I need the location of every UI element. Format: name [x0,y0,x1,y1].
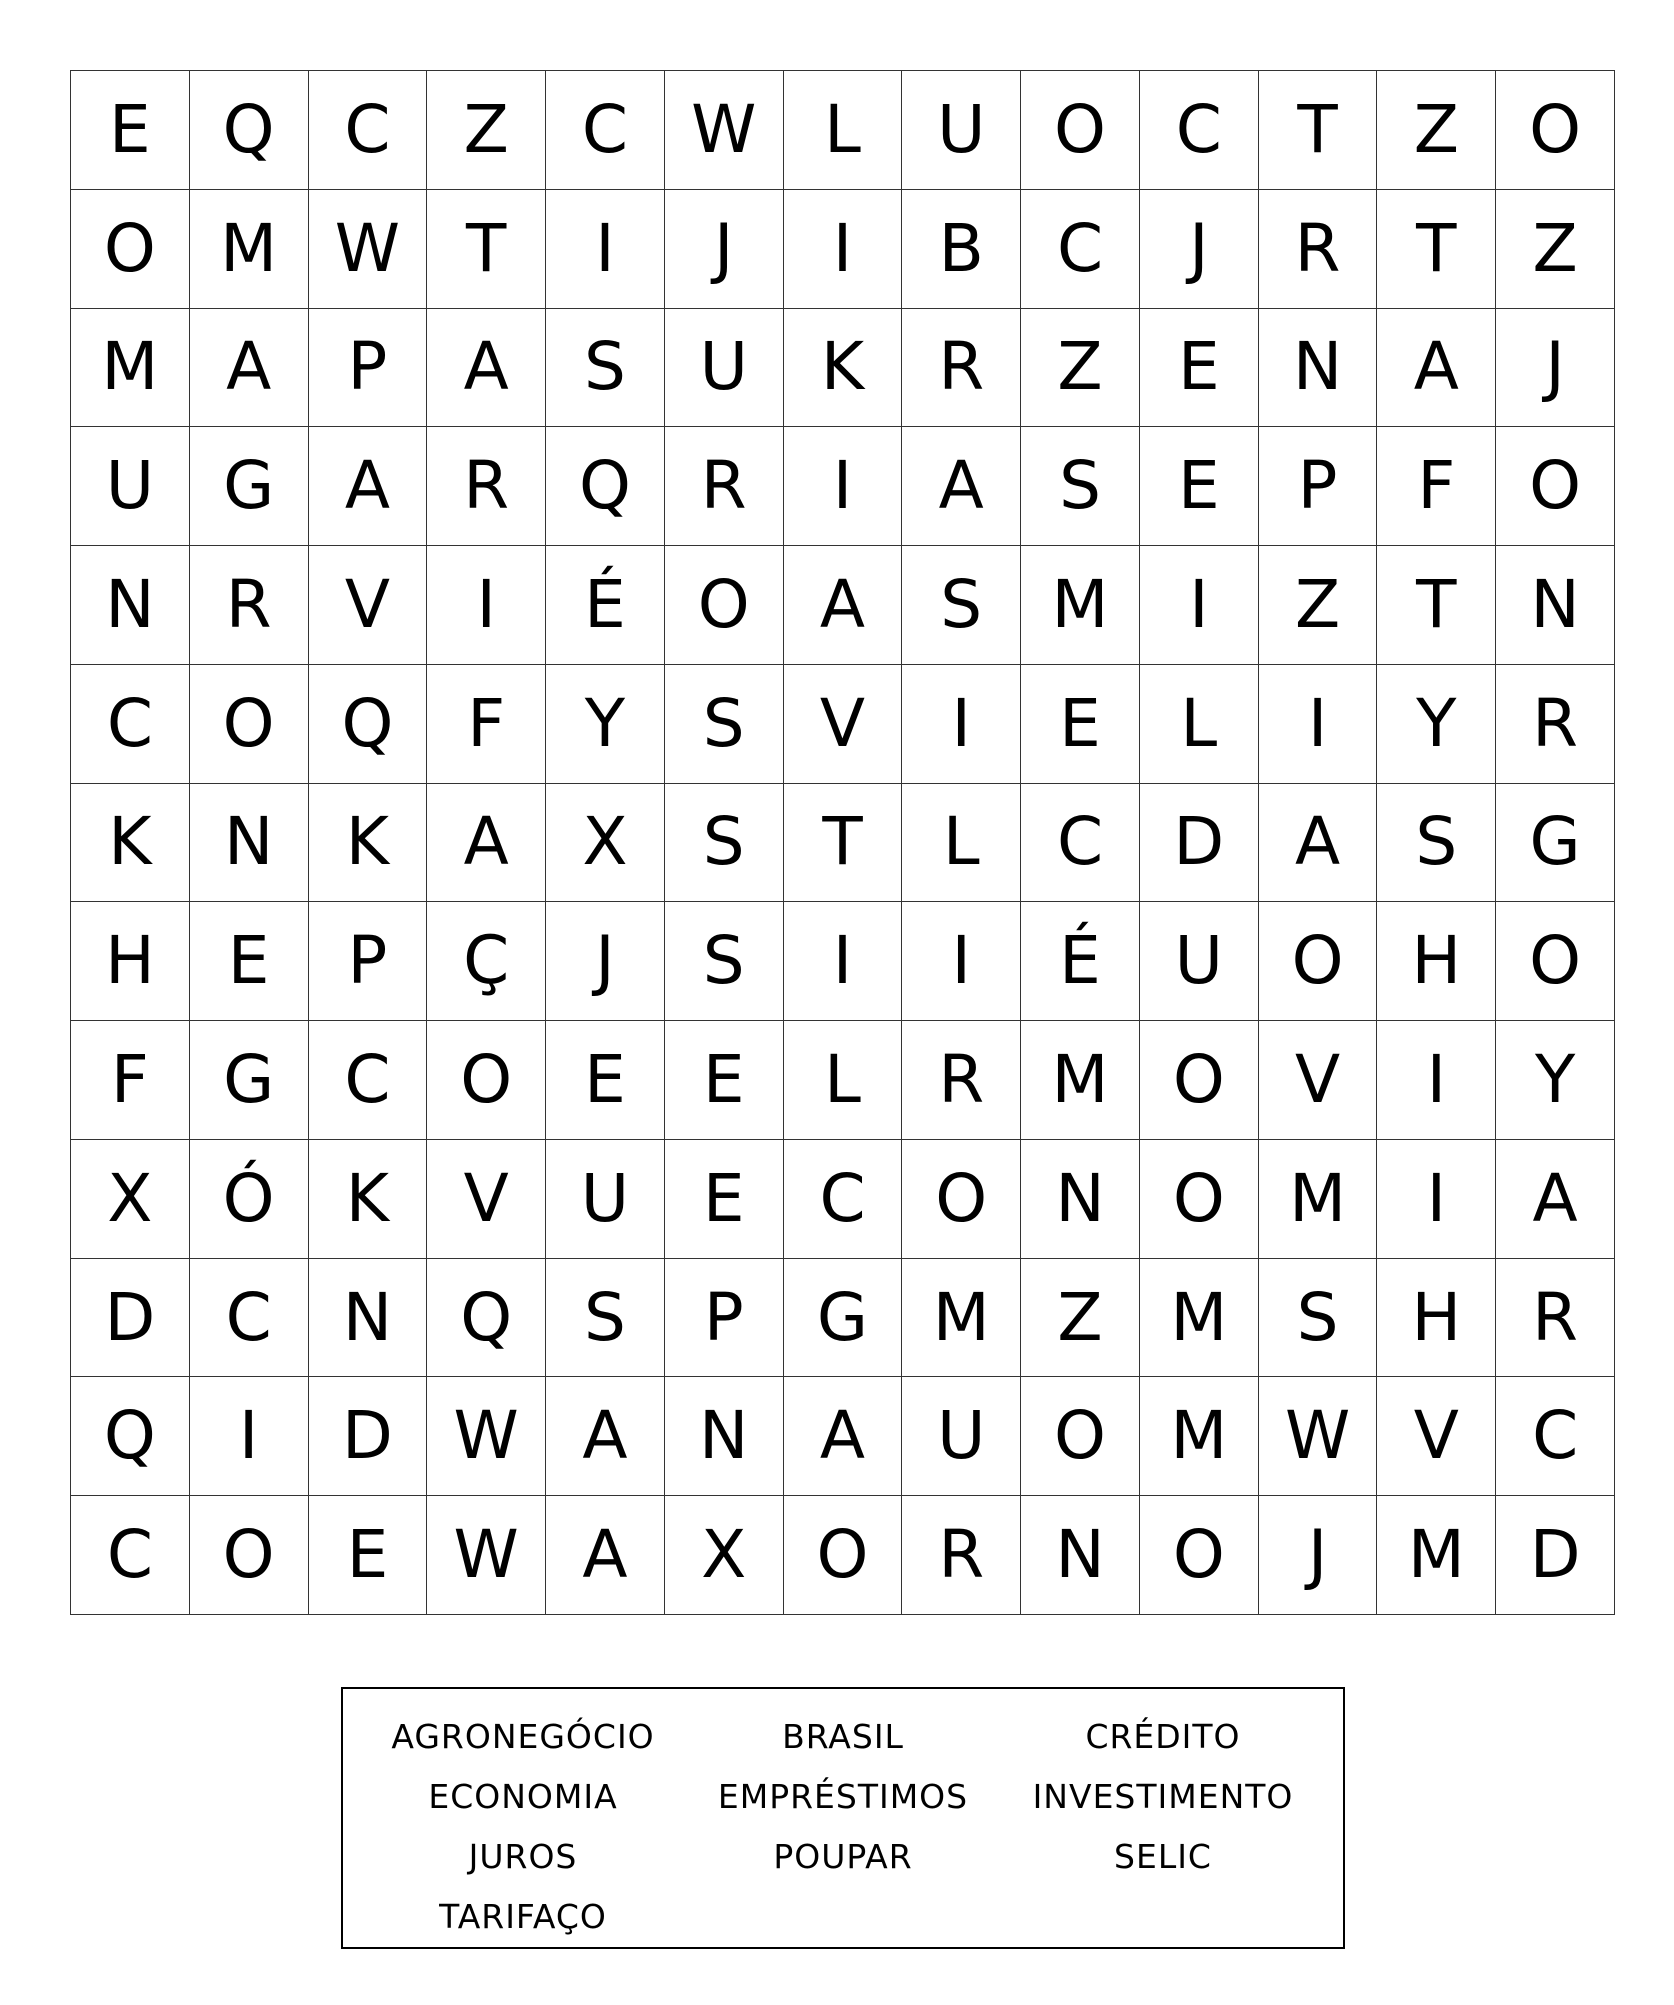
grid-cell[interactable]: S [902,546,1021,665]
grid-cell[interactable]: O [1140,1021,1259,1140]
grid-cell[interactable]: W [309,190,428,309]
grid-cell[interactable]: É [1021,902,1140,1021]
word-bank-item: POUPAR [773,1837,913,1876]
grid-cell[interactable]: A [784,546,903,665]
grid-cell[interactable]: T [1377,190,1496,309]
grid-cell[interactable]: Q [546,427,665,546]
grid-cell[interactable]: K [309,784,428,903]
grid-cell[interactable]: U [1140,902,1259,1021]
grid-cell[interactable]: O [190,1496,309,1615]
grid-cell[interactable]: T [1377,546,1496,665]
grid-cell[interactable]: U [902,1377,1021,1496]
grid-cell[interactable]: A [546,1377,665,1496]
grid-cell[interactable]: I [1377,1140,1496,1259]
grid-cell[interactable]: R [902,1496,1021,1615]
grid-cell[interactable]: Z [1021,309,1140,428]
grid-cell[interactable]: E [665,1140,784,1259]
grid-cell[interactable]: U [665,309,784,428]
grid-cell[interactable]: X [71,1140,190,1259]
grid-cell[interactable]: O [1140,1140,1259,1259]
grid-cell[interactable]: Ç [427,902,546,1021]
grid-cell[interactable]: C [1021,190,1140,309]
grid-cell[interactable]: C [1496,1377,1615,1496]
word-bank-item: ECONOMIA [428,1777,618,1816]
grid-cell[interactable]: M [190,190,309,309]
grid-cell[interactable]: Q [427,1259,546,1378]
grid-cell[interactable]: V [1259,1021,1378,1140]
grid-cell[interactable]: S [1259,1259,1378,1378]
grid-cell[interactable]: E [1140,309,1259,428]
grid-cell[interactable]: P [665,1259,784,1378]
grid-cell[interactable]: A [1377,309,1496,428]
grid-cell[interactable]: Z [1259,546,1378,665]
grid-cell[interactable]: R [902,1021,1021,1140]
grid-cell[interactable]: I [427,546,546,665]
grid-cell[interactable]: I [902,665,1021,784]
grid-cell[interactable]: W [427,1496,546,1615]
grid-cell[interactable]: Q [309,665,428,784]
grid-cell[interactable]: D [71,1259,190,1378]
grid-cell[interactable]: C [309,1021,428,1140]
grid-cell[interactable]: K [71,784,190,903]
grid-cell[interactable]: K [784,309,903,428]
grid-cell[interactable]: E [71,71,190,190]
grid-cell[interactable]: A [190,309,309,428]
grid-cell[interactable]: E [546,1021,665,1140]
grid-cell[interactable]: I [784,427,903,546]
grid-cell[interactable]: M [1259,1140,1378,1259]
grid-cell[interactable]: O [1021,1377,1140,1496]
grid-cell[interactable]: C [71,665,190,784]
grid-cell[interactable]: M [1140,1259,1259,1378]
grid-cell[interactable]: J [1259,1496,1378,1615]
grid-cell[interactable]: O [902,1140,1021,1259]
grid-cell[interactable]: W [427,1377,546,1496]
grid-cell[interactable]: O [71,190,190,309]
grid-cell[interactable]: G [190,427,309,546]
grid-cell[interactable]: O [1496,902,1615,1021]
grid-cell[interactable]: Z [427,71,546,190]
grid-cell[interactable]: X [546,784,665,903]
grid-cell[interactable]: U [546,1140,665,1259]
grid-cell[interactable]: G [1496,784,1615,903]
grid-cell[interactable]: R [190,546,309,665]
word-bank-item: AGRONEGÓCIO [391,1717,655,1756]
grid-cell[interactable]: P [309,309,428,428]
grid-cell[interactable]: U [71,427,190,546]
grid-cell[interactable]: E [190,902,309,1021]
grid-cell[interactable]: X [665,1496,784,1615]
grid-cell[interactable]: H [1377,902,1496,1021]
grid-cell[interactable]: S [1377,784,1496,903]
grid-cell[interactable]: O [427,1021,546,1140]
grid-cell[interactable]: A [427,784,546,903]
grid-cell[interactable]: C [1140,71,1259,190]
grid-cell[interactable]: L [902,784,1021,903]
grid-cell[interactable]: V [309,546,428,665]
grid-cell[interactable]: I [1140,546,1259,665]
letter-grid [70,70,1615,1615]
grid-cell[interactable]: C [546,71,665,190]
grid-cell[interactable]: S [665,784,784,903]
grid-cell[interactable]: T [784,784,903,903]
grid-cell[interactable]: J [1496,309,1615,428]
grid-cell[interactable]: I [784,902,903,1021]
grid-cell[interactable]: T [1259,71,1378,190]
grid-cell[interactable]: C [190,1259,309,1378]
grid-cell[interactable]: S [1021,427,1140,546]
grid-cell[interactable]: N [71,546,190,665]
word-bank [341,1687,1345,1949]
word-bank-item: BRASIL [782,1717,904,1756]
grid-cell[interactable]: H [71,902,190,1021]
grid-cell[interactable]: Y [546,665,665,784]
grid-cell[interactable]: I [1377,1021,1496,1140]
grid-cell[interactable]: M [1377,1496,1496,1615]
grid-cell[interactable]: B [902,190,1021,309]
grid-cell[interactable]: E [1140,427,1259,546]
grid-cell[interactable]: M [71,309,190,428]
word-bank-item: SELIC [1114,1837,1212,1876]
grid-cell[interactable]: F [71,1021,190,1140]
grid-cell[interactable]: R [427,427,546,546]
grid-cell[interactable]: R [1496,1259,1615,1378]
grid-cell[interactable]: I [546,190,665,309]
grid-cell[interactable]: N [665,1377,784,1496]
grid-cell[interactable]: Ó [190,1140,309,1259]
grid-cell[interactable]: D [1496,1496,1615,1615]
grid-cell[interactable]: É [546,546,665,665]
grid-cell[interactable]: L [784,1021,903,1140]
grid-cell[interactable]: I [902,902,1021,1021]
grid-cell[interactable]: J [665,190,784,309]
grid-cell[interactable]: E [1021,665,1140,784]
grid-cell[interactable]: A [309,427,428,546]
grid-cell[interactable]: R [902,309,1021,428]
grid-cell[interactable]: V [784,665,903,784]
word-bank-item: JUROS [468,1837,578,1876]
grid-cell[interactable]: A [1259,784,1378,903]
grid-cell[interactable]: C [1021,784,1140,903]
grid-cell[interactable]: Y [1377,665,1496,784]
grid-cell[interactable]: Q [71,1377,190,1496]
grid-cell[interactable]: O [1496,427,1615,546]
grid-cell[interactable]: L [784,71,903,190]
grid-cell[interactable]: O [1496,71,1615,190]
grid-cell[interactable]: E [309,1496,428,1615]
grid-cell[interactable]: N [1021,1496,1140,1615]
grid-cell[interactable]: S [546,1259,665,1378]
grid-cell[interactable]: P [309,902,428,1021]
word-bank-item: EMPRÉSTIMOS [717,1777,969,1816]
grid-cell[interactable]: R [1496,665,1615,784]
grid-cell[interactable]: D [1140,784,1259,903]
grid-cell[interactable]: M [1021,1021,1140,1140]
grid-cell[interactable]: T [427,190,546,309]
word-bank-item: CRÉDITO [1085,1717,1241,1756]
grid-cell[interactable]: I [190,1377,309,1496]
grid-cell[interactable]: O [665,546,784,665]
grid-cell[interactable]: V [1377,1377,1496,1496]
grid-cell[interactable]: N [1259,309,1378,428]
grid-cell[interactable]: O [784,1496,903,1615]
grid-cell[interactable]: Z [1377,71,1496,190]
grid-cell[interactable]: S [546,309,665,428]
grid-cell[interactable]: E [665,1021,784,1140]
grid-cell[interactable]: M [1140,1377,1259,1496]
grid-cell[interactable]: O [190,665,309,784]
grid-cell[interactable]: O [1021,71,1140,190]
grid-cell[interactable]: I [784,190,903,309]
word-bank-item: TARIFAÇO [439,1897,607,1936]
grid-cell[interactable]: Q [190,71,309,190]
grid-cell[interactable]: G [784,1259,903,1378]
grid-cell[interactable]: N [1021,1140,1140,1259]
grid-cell[interactable]: D [309,1377,428,1496]
grid-cell[interactable]: I [1259,665,1378,784]
grid-cell[interactable]: V [427,1140,546,1259]
grid-cell[interactable]: Z [1021,1259,1140,1378]
grid-cell[interactable]: Y [1496,1021,1615,1140]
grid-cell[interactable]: S [665,902,784,1021]
grid-cell[interactable]: N [309,1259,428,1378]
grid-cell[interactable]: M [1021,546,1140,665]
grid-cell[interactable]: Z [1496,190,1615,309]
grid-cell[interactable]: M [902,1259,1021,1378]
grid-cell[interactable]: F [1377,427,1496,546]
grid-cell[interactable]: C [71,1496,190,1615]
grid-cell[interactable]: S [665,665,784,784]
grid-cell[interactable]: L [1140,665,1259,784]
grid-cell[interactable]: R [665,427,784,546]
grid-cell[interactable]: N [1496,546,1615,665]
grid-cell[interactable]: G [190,1021,309,1140]
grid-cell[interactable]: A [784,1377,903,1496]
word-bank-item: INVESTIMENTO [1032,1777,1294,1816]
grid-cell[interactable]: P [1259,427,1378,546]
grid-cell[interactable]: A [902,427,1021,546]
grid-cell[interactable]: J [1140,190,1259,309]
grid-cell[interactable]: U [902,71,1021,190]
grid-cell[interactable]: O [1259,902,1378,1021]
grid-cell[interactable]: F [427,665,546,784]
grid-cell[interactable]: J [546,902,665,1021]
grid-cell[interactable]: C [784,1140,903,1259]
grid-cell[interactable]: H [1377,1259,1496,1378]
grid-cell[interactable]: N [190,784,309,903]
grid-cell[interactable]: A [427,309,546,428]
grid-cell[interactable]: C [309,71,428,190]
grid-cell[interactable]: R [1259,190,1378,309]
grid-cell[interactable]: A [546,1496,665,1615]
grid-cell[interactable]: A [1496,1140,1615,1259]
grid-cell[interactable]: W [1259,1377,1378,1496]
grid-cell[interactable]: O [1140,1496,1259,1615]
grid-cell[interactable]: K [309,1140,428,1259]
grid-cell[interactable]: W [665,71,784,190]
